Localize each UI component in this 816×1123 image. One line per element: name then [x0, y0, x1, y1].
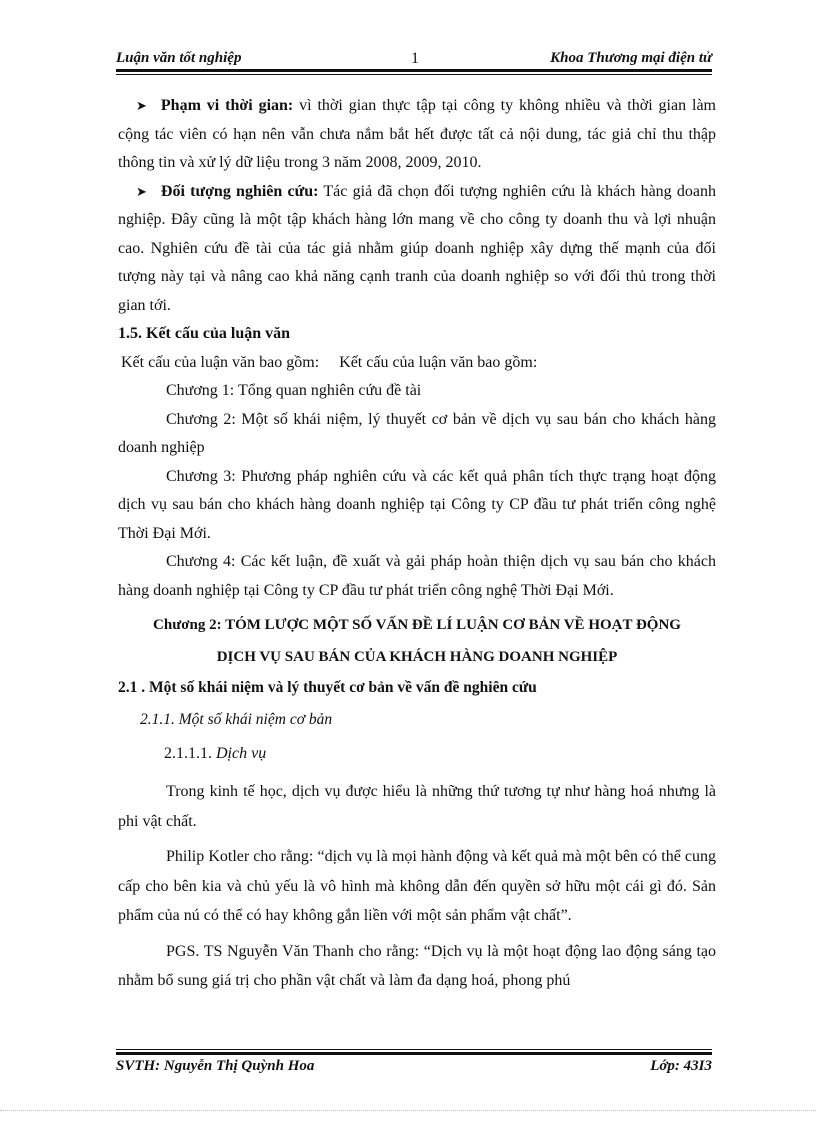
section-heading-2-1-1: 2.1.1. Một số khái niệm cơ bản: [140, 711, 333, 728]
chapter-title-line-2: DỊCH VỤ SAU BÁN CỦA KHÁCH HÀNG DOANH NGHIỆP: [216, 649, 618, 665]
chapter-1-item: Chương 1: Tổng quan nghiên cứu đề tài: [166, 382, 422, 399]
bullet-text: vì thời gian thực tập tại công ty không nhiều và thời gian làm cộng tác viên có hạn nên vẫn chưa nắm bắt hết được tất cả nội dung, tác giả chỉ thu thập thông tin và xử lý dữ liệu trong 3 năm 2008, 2009, 2010.: [118, 97, 716, 171]
section-heading-2-1: 2.1 . Một số khái niệm và lý thuyết cơ bản về vấn đề nghiên cứu: [118, 679, 537, 696]
header-rule-thin: [116, 74, 712, 75]
chapter-4-item: Chương 4: Các kết luận, đề xuất và gải pháp hoàn thiện dịch vụ sau bán cho khách hàng doanh nghiệp tại Công ty CP đầu tư phát triển công nghệ Thời Đại Mới.: [118, 553, 716, 599]
paragraph-kotler-quote: Philip Kotler cho rằng: “dịch vụ là mọi hành động và kết quả mà một bên có thể cung cấp cho bên kia và chủ yếu là vô hình mà không dẫn đến quyền sở hữu một cái gì đó. Sản phẩm của nú có thể có hay không gắn liền với một sản phẩm vật chất”.: [118, 848, 716, 924]
arrow-bullet-icon: ➤: [136, 183, 147, 199]
section-heading-2-1-1-1: [118, 737, 716, 771]
chapter-3-item: Chương 3: Phương pháp nghiên cứu và các kết quả phân tích thực trạng hoạt động dịch vụ sau bán cho khách hàng doanh nghiệp tại Công ty CP đầu tư phát triển công nghệ Thời Đại Mới.: [118, 467, 716, 542]
paragraph-thanh-quote: PGS. TS Nguyễn Văn Thanh cho rằng: “Dịch vụ là một hoạt động lao động sáng tạo nhằm bổ sung giá trị cho phần vật chất và làm đa dạng hoá, phong phú: [118, 942, 716, 989]
page-number: 1: [411, 50, 419, 67]
page-header: [116, 47, 712, 69]
footer-rule-thin: [116, 1049, 712, 1050]
arrow-bullet-icon: ➤: [136, 98, 147, 113]
section-title: Dịch vụ: [216, 745, 267, 762]
page-edge-divider: [0, 1110, 816, 1111]
chapter-title-line-1: Chương 2: TÓM LƯỢC MỘT SỐ VẤN ĐỀ LÍ LUẬN CƠ BẢN VỀ HOẠT ĐỘNG: [153, 617, 681, 633]
section-heading-1-5: 1.5. Kết cấu của luận văn: [118, 325, 291, 342]
bullet-time-scope: [118, 92, 716, 178]
chapter-2-item: Chương 2: Một số khái niệm, lý thuyết cơ bản về dịch vụ sau bán cho khách hàng doanh nghiệp: [118, 410, 716, 456]
footer-student-name: SVTH: Nguyễn Thị Quỳnh Hoa: [116, 1058, 315, 1074]
bullet-label: Phạm vi thời gian:: [160, 97, 294, 114]
paragraph-service-definition: Trong kinh tế học, dịch vụ được hiểu là những thứ tương tự như hàng hoá nhưng là phi vật chất.: [118, 783, 716, 830]
footer-class-label: Lớp: 43I3: [650, 1058, 712, 1074]
bullet-research-object: [118, 178, 716, 321]
header-thesis-label: Luận văn tốt nghiệp: [116, 50, 242, 66]
page-body: [118, 92, 716, 996]
footer-rule-thick: [116, 1052, 712, 1055]
section-number: 2.1.1.1.: [164, 745, 216, 762]
bullet-text: Tác giả đã chọn đối tượng nghiên cứu là khách hàng doanh nghiệp. Đây cũng là một tập khách hàng lớn mang về cho công ty doanh thu và lợi nhuận cao. Nghiên cứu đề tài của tác giả nhằm giúp doanh nghiệp xây dựng thế mạnh của đối tượng này tại và nâng cao khả năng cạnh tranh của doanh nghiệp so với đối thủ trong thời gian tới.: [118, 182, 717, 314]
bullet-label: Đối tượng nghiên cứu:: [160, 182, 319, 200]
header-rule-thick: [116, 69, 712, 72]
structure-intro: Kết cấu của luận văn bao gồm: Kết cấu của luận văn bao gồm:: [121, 353, 538, 371]
header-faculty-label: Khoa Thương mại điện tử: [550, 50, 712, 66]
